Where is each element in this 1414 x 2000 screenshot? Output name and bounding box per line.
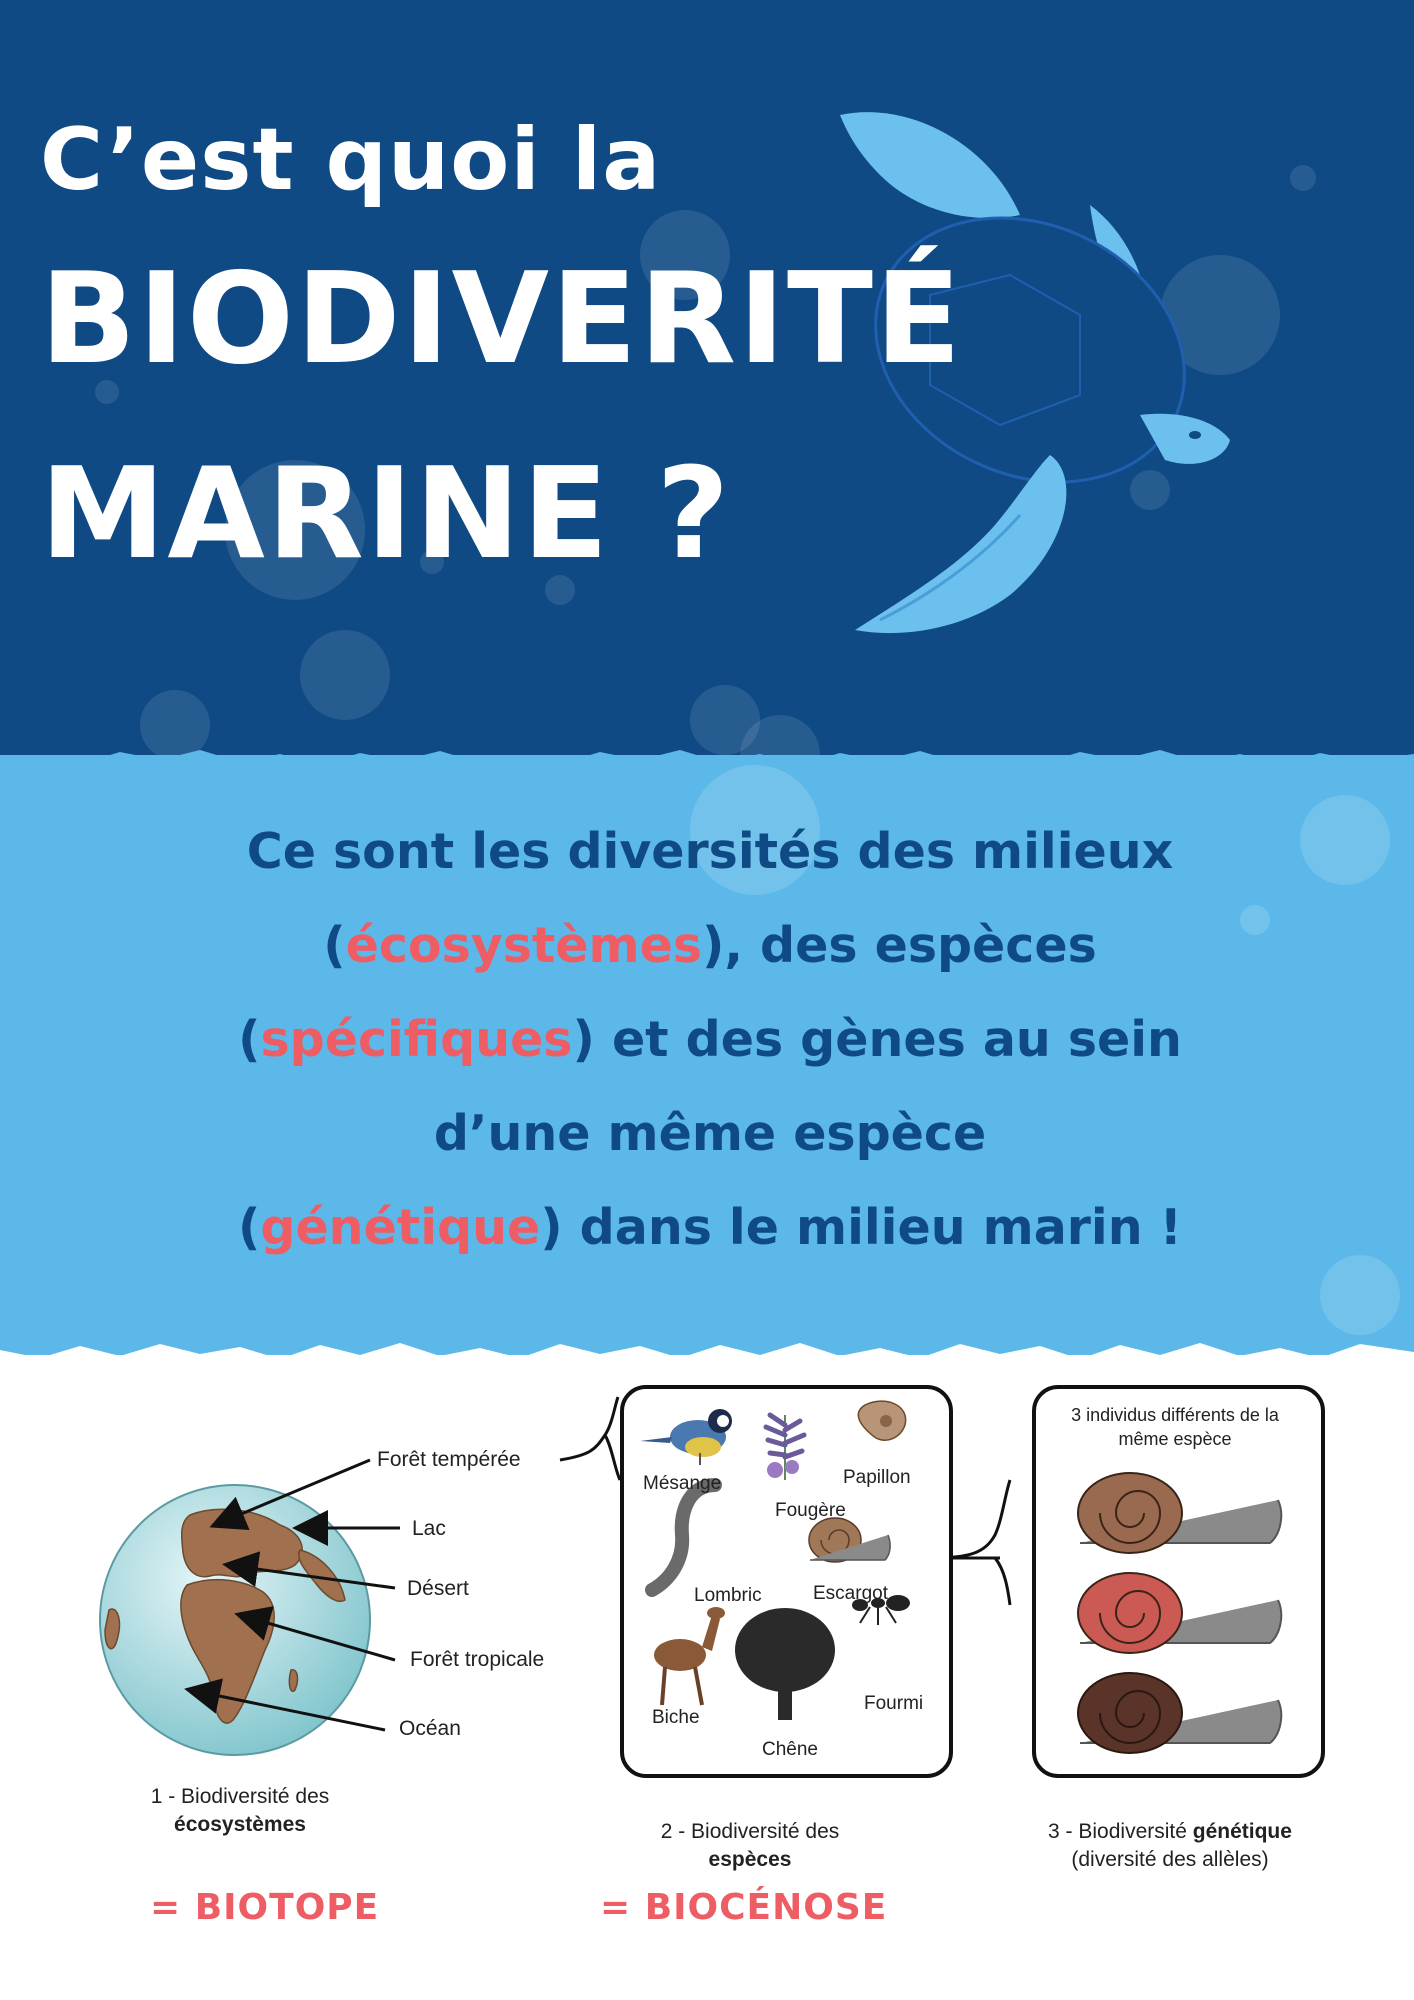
snail-red-icon (1078, 1573, 1281, 1653)
caption-genetique (1010, 1818, 1330, 1874)
bubble (1320, 1255, 1400, 1335)
definition-line-5 (120, 1181, 1300, 1275)
turtle-head (1140, 414, 1230, 464)
snail-brown-icon (1078, 1473, 1281, 1553)
caption-2-line-1: 2 - Biodiversité des (660, 1820, 840, 1843)
caption-2-line-2: espèces (708, 1848, 792, 1871)
keyword-specifiques: spécifiques (260, 1011, 573, 1068)
caption-3-prefix: 3 - Biodiversité (1048, 1820, 1193, 1843)
paren: ( (237, 1199, 261, 1256)
snail-dark-icon (1078, 1673, 1281, 1753)
definition-line-2 (120, 899, 1300, 993)
turtle-rear-flipper (855, 455, 1066, 633)
title-line-2: BIODIVERITÉ (40, 245, 964, 392)
deer-icon (654, 1607, 725, 1705)
label-fourmi: Fourmi (864, 1693, 924, 1714)
definition-line-3-rest: ) et des gènes au sein (572, 1011, 1182, 1068)
definition-text (120, 805, 1300, 1275)
genetic-header: 3 individus différents de la même espèce (1071, 1405, 1279, 1449)
label-lac: Lac (412, 1517, 446, 1540)
label-escargot: Escargot (813, 1583, 888, 1604)
definition-line-4: d’une même espèce (433, 1105, 987, 1162)
snail-icon (809, 1518, 890, 1562)
equal-biotope: = BIOTOPE (150, 1887, 380, 1928)
caption-3-bold: génétique (1192, 1820, 1292, 1843)
caption-especes (630, 1818, 870, 1874)
biodiversity-figure (0, 1355, 1414, 2000)
definition-line-1: Ce sont les diversités des milieux (246, 823, 1174, 880)
definition-line-2-rest: ), des espèces (701, 917, 1097, 974)
bird-icon (640, 1409, 732, 1465)
label-lombric: Lombric (694, 1585, 762, 1606)
label-desert: Désert (407, 1577, 469, 1600)
caption-1-line-1: 1 - Biodiversité des (150, 1785, 330, 1808)
oak-tree-icon (735, 1608, 835, 1720)
header-band (0, 0, 1414, 770)
label-mesange: Mésange (643, 1473, 722, 1494)
fern-icon (766, 1415, 804, 1480)
paren: ( (238, 1011, 261, 1068)
caption-3-line-2: (diversité des allèles) (1071, 1848, 1269, 1871)
keyword-ecosystemes: écosystèmes (345, 917, 702, 974)
keyword-genetique: génétique (260, 1199, 541, 1256)
turtle-eye (1189, 431, 1201, 439)
definition-line-5-rest: ) dans le milieu marin ! (540, 1199, 1183, 1256)
caption-ecosystemes (120, 1783, 360, 1839)
butterfly-icon (858, 1401, 905, 1440)
equal-biocenose: = BIOCÉNOSE (600, 1887, 888, 1928)
label-foret-tropicale: Forêt tropicale (410, 1648, 545, 1671)
caption-1-line-2: écosystèmes (174, 1813, 306, 1836)
turtle-front-flipper-left (840, 112, 1020, 218)
snail-variants (1040, 1455, 1320, 1765)
label-chene: Chêne (762, 1739, 818, 1760)
bubble (1300, 795, 1390, 885)
title-line-1: C’est quoi la (40, 110, 662, 210)
bubble (300, 630, 390, 720)
label-fougere: Fougère (775, 1500, 846, 1521)
label-papillon: Papillon (843, 1467, 911, 1488)
earthworm-icon (652, 1485, 715, 1590)
caption-3-line-1 (1010, 1818, 1330, 1846)
label-biche: Biche (652, 1707, 700, 1728)
label-foret-temperee: Forêt tempérée (377, 1448, 521, 1471)
paren: ( (323, 917, 346, 974)
definition-band (0, 755, 1414, 1355)
title-line-3: MARINE ? (40, 440, 732, 587)
label-ocean: Océan (399, 1717, 461, 1740)
definition-line-3 (120, 993, 1300, 1087)
